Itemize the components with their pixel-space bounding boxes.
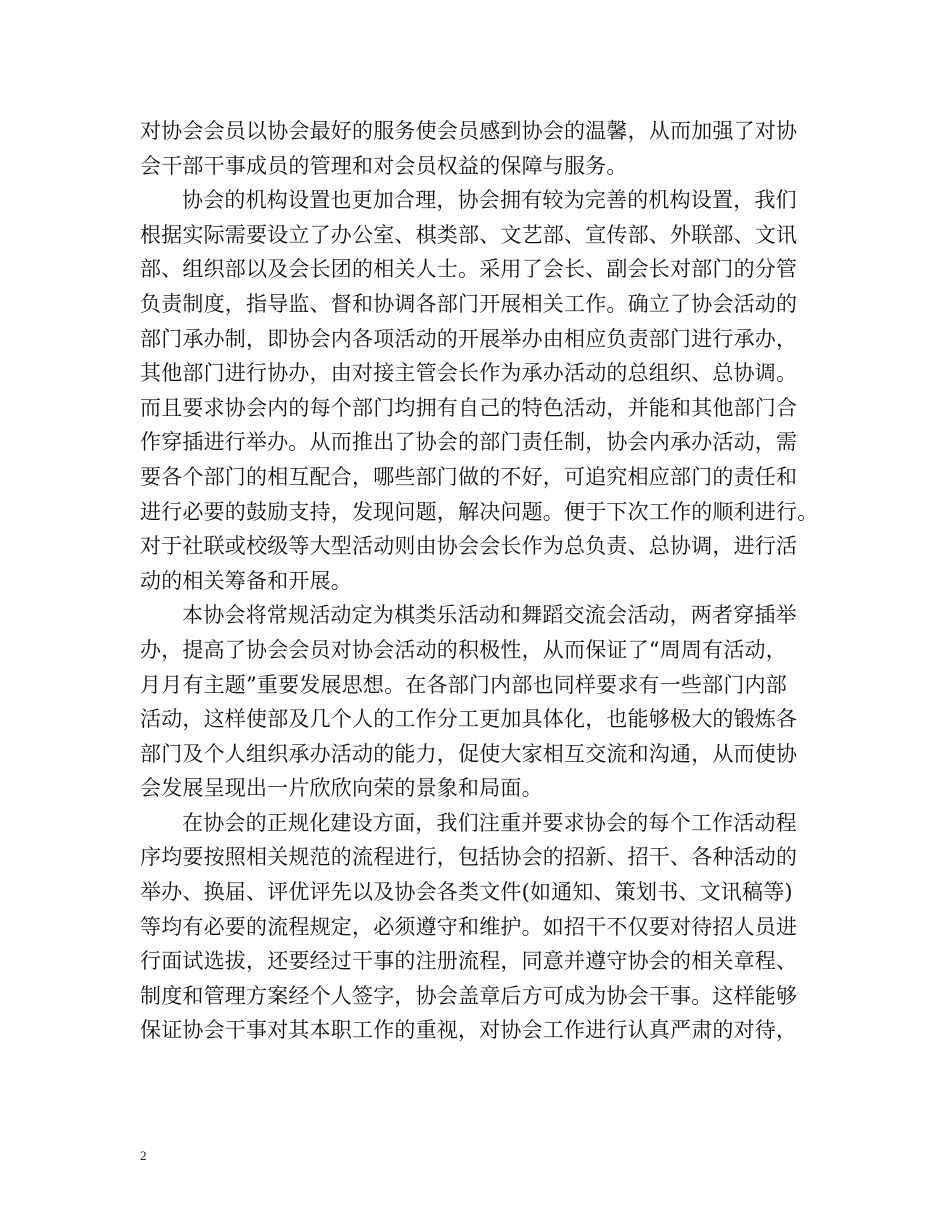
- text-line: 等均有必要的流程规定，必须遵守和维护。如招干不仅要对待招人员进: [140, 914, 798, 939]
- text-line: 举办、换届、评优评先以及协会各类文件(如通知、策划书、文讯稿等): [140, 880, 793, 905]
- text-line: 制度和管理方案经个人签字，协会盖章后方可成为协会干事。这样能够: [140, 983, 798, 1008]
- text-line: 办，提高了协会会员对协会活动的积极性，从而保证了“周周有活动，: [140, 637, 787, 662]
- text-line: 会发展呈现出一片欣欣向荣的景象和局面。: [140, 776, 543, 801]
- text-line: 其他部门进行协办，由对接主管会长作为承办活动的总组织、总协调。: [140, 361, 798, 386]
- text-line: 根据实际需要设立了办公室、棋类部、文艺部、宣传部、外联部、文讯: [140, 222, 798, 247]
- paragraph: [140, 114, 816, 183]
- text-line: 会干部干事成员的管理和对会员权益的保障与服务。: [140, 153, 628, 178]
- text-line: 对协会会员以协会最好的服务使会员感到协会的温馨，从而加强了对协: [140, 119, 798, 143]
- text-line: 负责制度，指导监、督和协调各部门开展相关工作。确立了协会活动的: [140, 291, 798, 316]
- text-line: 行面试选拔，还要经过干事的注册流程，同意并遵守协会的相关章程、: [140, 949, 798, 974]
- text-line: 对于社联或校级等大型活动则由协会会长作为总负责、总协调，进行活: [140, 534, 798, 559]
- page-number: 2: [140, 1148, 147, 1163]
- text-line: 序均要按照相关规范的流程进行，包括协会的招新、招干、各种活动的: [140, 845, 798, 870]
- paragraph: [140, 598, 816, 806]
- paragraph: [140, 183, 819, 598]
- text-line: 作穿插进行举办。从而推出了协会的部门责任制，协会内承办活动，需: [140, 430, 798, 455]
- text-line: 在协会的正规化建设方面，我们注重并要求协会的每个工作活动程: [182, 810, 797, 835]
- text-line: 而且要求协会内的每个部门均拥有自己的特色活动，并能和其他部门合: [140, 395, 798, 420]
- text-line: 进行必要的鼓励支持，发现问题，解决问题。便于下次工作的顺利进行。: [140, 499, 819, 524]
- text-line: 部、组织部以及会长团的相关人士。采用了会长、副会长对部门的分管: [140, 257, 798, 282]
- document-body: [140, 114, 819, 1048]
- text-line: 要各个部门的相互配合，哪些部门做的不好，可追究相应部门的责任和: [140, 464, 798, 489]
- text-line: 本协会将常规活动定为棋类乐活动和舞蹈交流会活动，两者穿插举: [182, 603, 797, 628]
- text-line: 动的相关筹备和开展。: [140, 568, 352, 593]
- text-line: 保证协会干事对其本职工作的重视，对协会工作进行认真严肃的对待，: [140, 1018, 798, 1043]
- text-line: 活动，这样使部及几个人的工作分工更加具体化，也能够极大的锻炼各: [140, 707, 798, 732]
- paragraph: [140, 806, 816, 1048]
- text-line: 月月有主题”重要发展思想。在各部门内部也同样要求有一些部门内部: [140, 672, 787, 697]
- text-line: 部门承办制，即协会内各项活动的开展举办由相应负责部门进行承办，: [140, 326, 798, 351]
- text-line: 部门及个人组织承办活动的能力，促使大家相互交流和沟通，从而使协: [140, 741, 798, 766]
- text-line: 协会的机构设置也更加合理，协会拥有较为完善的机构设置，我们: [182, 188, 797, 213]
